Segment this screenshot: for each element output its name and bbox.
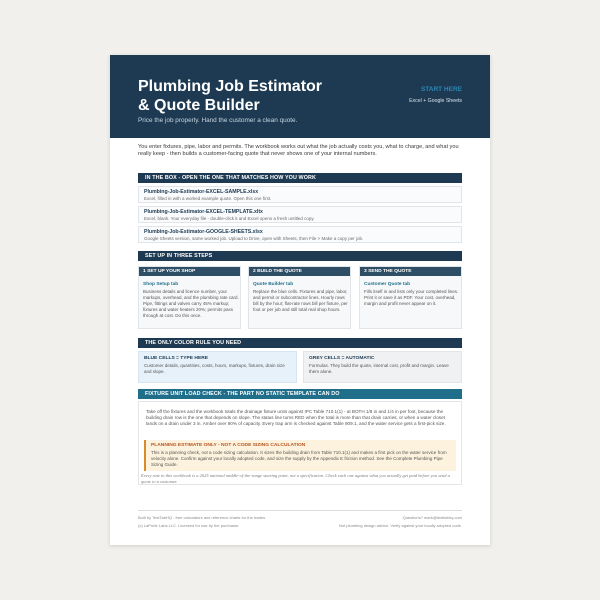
grey-cells-description: Formulas. They build the quote, internal cost, profit and margin. Leave them alone. <box>309 363 449 374</box>
intro-paragraph: You enter fixtures, pipe, labor and permits. The workbook works out what the job actually costs you, what to charge, and what you really keep - then builds a customer-facing quote that never shows one of your internal numbers. <box>138 144 459 158</box>
load-check-description: Take off the fixtures and the workbook totals the drainage fixture units against IPC Table 710.1(1) - at BOTH 1/8 in and 1/4 in per foot, because the building drain row is the one that depends on slope. The status line turns RED when the total is more than that drain carries, or when a water closet lands on a drain under 3 in. Amber over 90% of capacity. Every trap arm is checked against Table 909.1, and the water service gets a first-pick size. <box>146 409 446 426</box>
file-description: Excel, filled in with a worked example quote. Open this one first. <box>144 195 272 201</box>
step-title: 3 SEND THE QUOTE <box>360 267 461 276</box>
warning-body: This is a planning check, not a code sizing calculation. It sizes the building drain from Table 710.1(1) and makes a first pick on the water service from velocity alone. Confirm against your locally adopted code, and size the supply by the Appendix E friction method. See the Complete Plumbing Pipe Sizing Guide. <box>151 449 447 467</box>
file-item-excel-sample <box>138 186 462 203</box>
step-title: 2 BUILD THE QUOTE <box>249 267 350 276</box>
file-item-excel-template <box>138 206 462 223</box>
step-tab-name: Quote Builder tab <box>253 282 294 287</box>
rates-disclaimer: Every rate in this workbook is a 2025 national middle-of-the-range starting point, not a specification. Check each one against what you actually get paid before you send a quote to a customer. <box>141 473 450 484</box>
title-line-2: & Quote Builder <box>138 97 260 114</box>
file-item-google-sheets <box>138 226 462 243</box>
file-name: Plumbing-Job-Estimator-EXCEL-TEMPLATE.xltx <box>144 209 263 215</box>
start-here-label: START HERE <box>420 86 462 93</box>
step-description: Business details and licence number, your markups, overhead, and the plumbing rate card. Pipe, fittings and valves carry 45% markup; fixtures and water heaters 20%; permits pass through at cost. Do this once. <box>143 289 239 318</box>
title-line-1: Plumbing Job Estimator <box>138 78 323 95</box>
file-name: Plumbing-Job-Estimator-EXCEL-SAMPLE.xlsx <box>144 189 259 195</box>
planning-warning-callout <box>144 440 456 471</box>
supported-tools: Excel + Google Sheets <box>409 98 462 104</box>
load-check-panel <box>138 401 462 485</box>
grey-cells-note <box>303 351 462 383</box>
file-description: Excel, blank. Your everyday file - double-click it and Excel opens a fresh untitled copy. <box>144 215 315 221</box>
footer-contact: Questions? mark@testtabhq.com <box>402 515 462 520</box>
footer-disclaimer: Not plumbing design advice. Verify against your locally adopted code. <box>339 523 462 528</box>
grey-cells-title: GREY CELLS = AUTOMATIC <box>309 356 375 361</box>
footer-divider <box>138 510 462 511</box>
footer-credit: Built by TestTabHQ - free calculators and reference charts for the trades <box>138 515 266 520</box>
step-card-send-quote <box>359 266 462 329</box>
blue-cells-description: Customer details, quantities, costs, hours, markups, fixtures, drain size and slope. <box>144 363 285 374</box>
section-heading-color-rule: THE ONLY COLOR RULE YOU NEED <box>138 338 462 348</box>
document-page <box>110 55 490 545</box>
step-description: Replace the blue cells. Fixtures and pipe, labor, and permit or subcontractor lines. Hourly rows bill by the hour; flat-rate rows bill per fixture, per foot or per job and still total real shop hours. <box>253 289 348 312</box>
step-card-build-quote <box>248 266 351 329</box>
section-heading-load-check: FIXTURE UNIT LOAD CHECK - THE PART NO STATIC TEMPLATE CAN DO <box>138 389 462 399</box>
section-heading-setup-steps: SET UP IN THREE STEPS <box>138 251 462 261</box>
blue-cells-title: BLUE CELLS = TYPE HERE <box>144 356 208 361</box>
step-tab-name: Shop Setup tab <box>143 282 179 287</box>
blue-cells-note <box>138 351 297 383</box>
section-heading-in-the-box: IN THE BOX - OPEN THE ONE THAT MATCHES HOW YOU WORK <box>138 173 462 183</box>
step-card-shop-setup <box>138 266 241 329</box>
warning-title: PLANNING ESTIMATE ONLY - NOT A CODE SIZING CALCULATION <box>151 443 306 448</box>
step-title: 1 SET UP YOUR SHOP <box>139 267 240 276</box>
page-title <box>138 77 368 115</box>
file-description: Google Sheets version, same worked job. Upload to Drive, open with Sheets, then File > Make a copy per job. <box>144 235 364 241</box>
file-name: Plumbing-Job-Estimator-GOOGLE-SHEETS.xlsx <box>144 229 263 235</box>
step-tab-name: Customer Quote tab <box>364 282 411 287</box>
step-description: Fills itself in and lists only your completed lines. Print it or save it as PDF. Your cost, overhead, margin and profit never appear on it. <box>364 289 459 306</box>
footer-license: (c) LaPorte Labs LLC. Licensed for use by the purchaser. <box>138 523 240 528</box>
header-banner <box>110 55 490 138</box>
page-subtitle: Price the job properly. Hand the customer a clean quote. <box>138 117 298 124</box>
